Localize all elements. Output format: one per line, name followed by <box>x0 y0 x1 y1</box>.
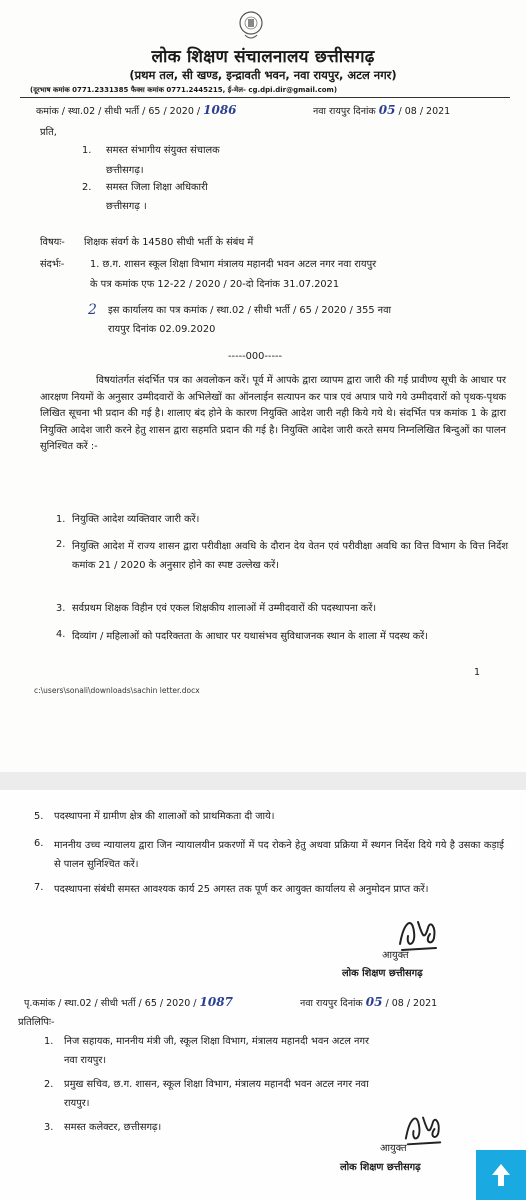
point-num: 4. <box>56 629 66 640</box>
signature-designation: आयुक्त <box>382 950 409 961</box>
copy-line: प्रमुख सचिव, छ.ग. शासन, स्कूल शिक्षा विभाग, मंत्रालय महानदी भवन अटल नगर नवा <box>64 1079 369 1090</box>
reference-label: संदर्भः- <box>40 259 65 270</box>
ref-date-day: 05 <box>365 995 383 1009</box>
ref-line-2 <box>24 995 233 1009</box>
ref-line <box>36 103 237 117</box>
reference-2-number: 2 <box>88 302 97 318</box>
recipient-line: समस्त संभागीय संयुक्त संचालक <box>106 145 220 156</box>
recipient-num: 2. <box>82 182 92 193</box>
recipient-line: छत्तीसगढ़ । <box>106 201 147 212</box>
ref-date-day: 05 <box>378 103 396 117</box>
copy-line: निज सहायक, माननीय मंत्री जी, स्कूल शिक्षा विभाग, मंत्रालय महानदी भवन अटल नगर <box>64 1036 369 1047</box>
recipient-line: छत्तीसगढ़। <box>106 165 144 176</box>
reference-2-line: रायपुर दिनांक 02.09.2020 <box>108 324 216 335</box>
office-address: (प्रथम तल, सी खण्ड, इन्द्रावती भवन, नवा रायपुर, अटल नगर) <box>129 68 397 82</box>
file-path: c:\users\sonali\downloads\sachin letter.docx <box>34 686 200 695</box>
body-paragraph: विषयांतर्गत संदर्भित पत्र का अवलोकन करें। पूर्व में आपके द्वारा व्यापम द्वारा जारी की गई प्रावीण्य सूची के आधार पर आरक्षण नियमों के अनुसार उम्मीदवारों के अभिलेखों का ऑनलाईन सत्यापन कर पात्र एवं अपात्र पाये गये उम्मीदवारों को पृथक-पृथक लिखित सूचना भी प्रदान की गई है। शालाए बंद होने के कारण नियुक्ति आदेश जारी नही किये गये थे। संदर्भित पत्र कमांक 1 के द्वारा नियुक्ति आदेश जारी करने हेतु शासन द्वारा सहमति प्रदान की गई है। नियुक्ति आदेश जारी करते समय निम्नलिखित बिन्दुओं का पालन सुनिश्चित करें :- <box>40 375 506 452</box>
ref-prefix: पृ.कमांक / स्था.02 / सीधी भर्ती / 65 / 2020 / <box>24 998 197 1009</box>
scroll-to-top-button[interactable] <box>476 1150 526 1200</box>
recipient-num: 1. <box>82 145 92 156</box>
point-text: दिव्यांग / महिलाओं को पदरिक्तता के आधार पर यथासंभव सुविधाजनक स्थान के शाला में पदस्थ करें। <box>72 631 428 642</box>
point-num: 7. <box>34 882 44 893</box>
separator: -----000----- <box>228 351 283 362</box>
ref-date-suffix: / 08 / 2021 <box>398 106 451 117</box>
ref-number: 1086 <box>203 103 237 117</box>
copy-line: समस्त कलेक्टर, छत्तीसगढ़। <box>64 1122 162 1133</box>
signature-designation: आयुक्त <box>380 1143 407 1154</box>
point-text: नियुक्ति आदेश व्यक्तिवार जारी करें। <box>72 514 200 525</box>
ref-date-prefix: नवा रायपुर दिनांक <box>313 106 376 117</box>
arrow-up-icon <box>490 1162 512 1188</box>
letter-page-2 <box>0 790 526 1200</box>
prati-label: प्रति, <box>40 127 57 138</box>
signature-office: लोक शिक्षण छत्तीसगढ़ <box>340 1162 421 1173</box>
office-contact: (दूरभाष कमांक 0771.2331385 फैक्स कमांक 0771.2445215, ई-मेल- cg.dpi.dir@gmail.com) <box>30 86 338 94</box>
signature-office: लोक शिक्षण छत्तीसगढ़ <box>342 968 423 979</box>
point-text: माननीय उच्च न्यायालय द्वारा जिन न्यायालयीन प्रकरणों में पद रोकने हेतु अथवा प्रक्रिया में स्थगन निर्देश दिये गये है उसका कड़ाई से पालन सुनिश्चित करें। <box>54 840 504 870</box>
header-rule <box>20 97 510 98</box>
point-text: नियुक्ति आदेश में राज्य शासन द्वारा परीवीक्षा अवधि के दौरान देय वेतन एवं परीवीक्षा अवधि का वित्त विभाग के वित्त निर्देश कमांक 21 / 2020 के अनुसार होने का स्पष्ट उल्लेख करें। <box>72 541 508 571</box>
copy-label: प्रतिलिपिः- <box>18 1017 55 1028</box>
point-num: 3. <box>56 603 66 614</box>
ref-date-prefix: नवा रायपुर दिनांक <box>300 998 363 1009</box>
point-text: सर्वप्रथम शिक्षक विहीन एवं एकल शिक्षकीय शालाओं में उम्मीदवारों की पदस्थापना करें। <box>72 603 377 614</box>
ref-number: 1087 <box>199 995 233 1009</box>
copy-num: 1. <box>44 1036 54 1047</box>
ref-prefix: कमांक / स्था.02 / सीधी भर्ती / 65 / 2020 / <box>36 106 201 117</box>
ref-date <box>313 103 450 117</box>
state-emblem-icon <box>236 8 266 44</box>
subject-label: विषयः- <box>40 237 65 248</box>
point-num: 6. <box>34 838 44 849</box>
copy-line: नवा रायपुर। <box>64 1055 107 1066</box>
subject-text: शिक्षक संवर्ग के 14580 सीधी भर्ती के संबंध में <box>84 237 254 248</box>
point-num: 1. <box>56 514 66 525</box>
signature-icon <box>400 1108 448 1150</box>
recipient-line: समस्त जिला शिक्षा अधिकारी <box>106 182 208 193</box>
copy-num: 3. <box>44 1122 54 1133</box>
reference-1-line: के पत्र कमांक एफ 12-22 / 2020 / 20-दो दिनांक 31.07.2021 <box>90 279 340 290</box>
reference-1-line: 1. छ.ग. शासन स्कूल शिक्षा विभाग मंत्रालय महानदी भवन अटल नगर नवा रायपुर <box>90 259 377 270</box>
point-num: 2. <box>56 539 66 550</box>
copy-num: 2. <box>44 1079 54 1090</box>
point-text: पदस्थापना संबंधी समस्त आवश्यक कार्य 25 अगस्त तक पूर्ण कर आयुक्त कार्यालय से अनुमोदन प्राप्त करें। <box>54 884 429 895</box>
point-num: 5. <box>34 811 44 822</box>
copy-line: रायपुर। <box>64 1098 90 1109</box>
ref-date-suffix: / 08 / 2021 <box>385 998 438 1009</box>
page-number: 1 <box>474 667 481 678</box>
page-gap <box>0 772 526 790</box>
reference-2-line: इस कार्यालय का पत्र कमांक / स्था.02 / सीधी भर्ती / 65 / 2020 / 355 नवा <box>108 305 392 316</box>
office-title: लोक शिक्षण संचालनालय छत्तीसगढ़ <box>151 47 375 67</box>
point-text: पदस्थापना में ग्रामीण क्षेत्र की शालाओं को प्राथमिकता दी जाये। <box>54 811 275 822</box>
ref-date-2 <box>300 995 437 1009</box>
